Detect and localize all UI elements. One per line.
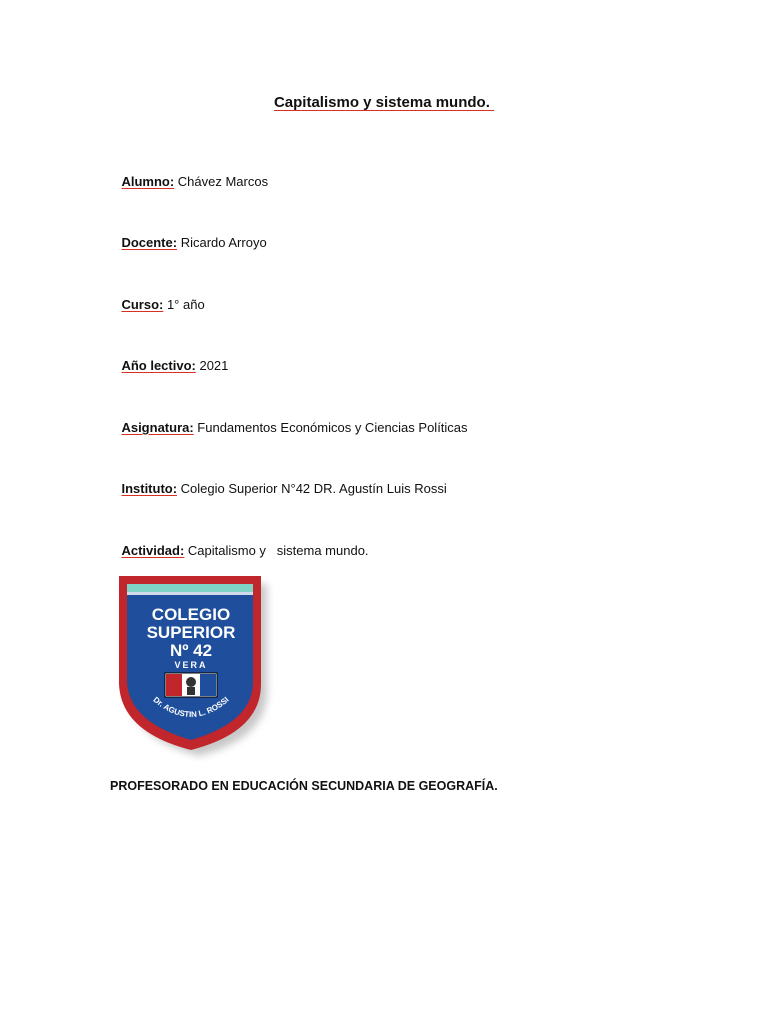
field-value: Colegio Superior N°42 DR. Agustín Luis Rossi [177,481,447,496]
school-crest-icon [115,572,275,762]
field-label: Asignatura: [121,420,194,435]
field-label: Alumno: [121,174,175,189]
crest-line4: VERA [174,660,208,670]
field-asignatura [107,405,468,450]
document-title-text: Capitalismo y sistema mundo. [273,94,495,111]
field-label: Actividad: [121,543,185,558]
field-alumno [107,159,268,204]
crest-line3: Nº 42 [169,641,213,660]
school-crest-logo [115,572,275,762]
field-label: Año lectivo: [121,358,196,373]
field-label: Docente: [121,235,178,250]
program-footer: PROFESORADO EN EDUCACIÓN SECUNDARIA DE GEOGRAFÍA. [110,779,498,793]
field-value: Chávez Marcos [174,174,269,189]
field-value: 1° año [163,297,205,312]
field-label: Curso: [121,297,164,312]
field-docente [107,220,267,265]
field-value: Ricardo Arroyo [177,235,267,250]
crest-line2: SUPERIOR [146,623,236,642]
field-value: Capitalismo y sistema mundo. [184,543,369,558]
field-label: Instituto: [121,481,178,496]
field-curso [107,282,205,327]
field-ano-lectivo [107,343,228,388]
crest-emblem [165,673,217,697]
field-actividad [107,528,369,573]
crest-line1: COLEGIO [151,605,231,624]
crest-arc-text: Dr. AGUSTIN L. ROSSI [151,695,231,720]
document-title [0,94,768,111]
field-value: Fundamentos Económicos y Ciencias Políticas [193,420,468,435]
field-instituto [107,466,447,511]
field-value: 2021 [195,358,229,373]
